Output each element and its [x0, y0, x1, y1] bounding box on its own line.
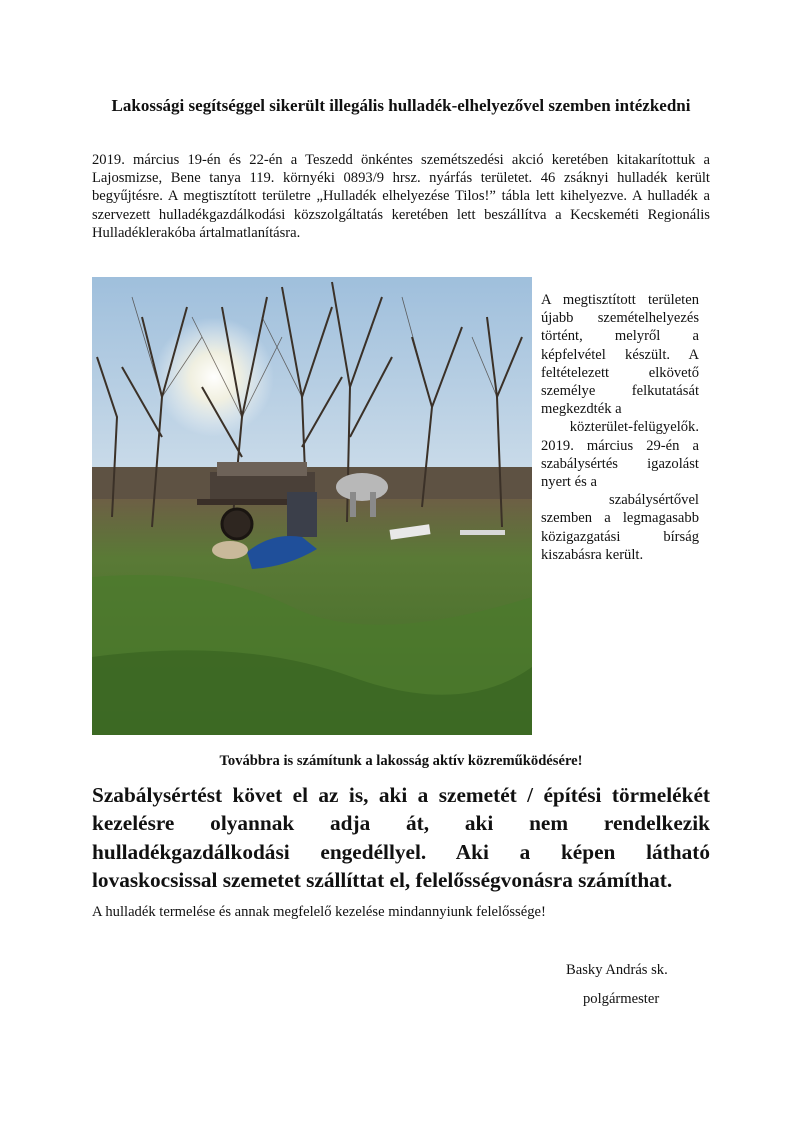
intro-paragraph: 2019. március 19-én és 22-én a Teszedd önkéntes szemétszedési akció keretében kitakarítottuk a Lajosmizse, Bene tanya 119. környéki 0893/9 hrsz. nyárfás területet. 46 zsáknyi hulladék került begyűjtésre. A megtisztított területre „Hulladék elhelyezése Tilos!” tábla lett kihelyezve. A hulladék a szervezett hulladékgazdálkodási közszolgáltatás keretében lett beszállítva a Kecskeméti Regionális Hulladéklerakóba ártalmatlanításra.: [92, 152, 710, 241]
page-title: Lakossági segítséggel sikerült illegális hulladék-elhelyezővel szemben intézkedni: [111, 96, 691, 115]
callout-text: Továbbra is számítunk a lakosság aktív közreműködésére!: [219, 753, 583, 769]
sack: [212, 541, 248, 559]
signature-title: polgármester: [583, 991, 660, 1007]
warning-paragraph: Szabálysértést követ el az is, aki a szemetét / építési törmelékét kezelésre olyannak adja át, aki nem rendelkezik hulladékgazdálkodási engedéllyel. Aki a képen látható lovaskocsissal szemetet szállíttat el, felelősségvonásra számíthat.: [92, 783, 710, 892]
side-text-part5: szemben a legmagasabb közigazgatási bírság kiszabásra került.: [541, 510, 699, 563]
side-text-part1: A megtisztított területen újabb szemételhelyezés történt, melyről a képfelvétel készült. A feltételezett elkövető személye felkutatását megkezdték a: [541, 292, 699, 418]
photo-illustration: [92, 277, 532, 735]
signature-name: Basky András sk.: [566, 962, 668, 978]
side-text-part4: szabálysértővel: [609, 492, 699, 509]
closing-sentence: A hulladék termelése és annak megfelelő kezelése mindannyiunk felelőssége!: [92, 904, 546, 920]
sun: [154, 317, 274, 437]
side-text-part2: közterület-felügyelők.: [569, 419, 699, 436]
side-text: [541, 291, 699, 564]
side-text-part3: 2019. március 29-én a szabálysértés igazolást nyert és a: [541, 437, 699, 491]
evidence-photo: [92, 277, 532, 735]
